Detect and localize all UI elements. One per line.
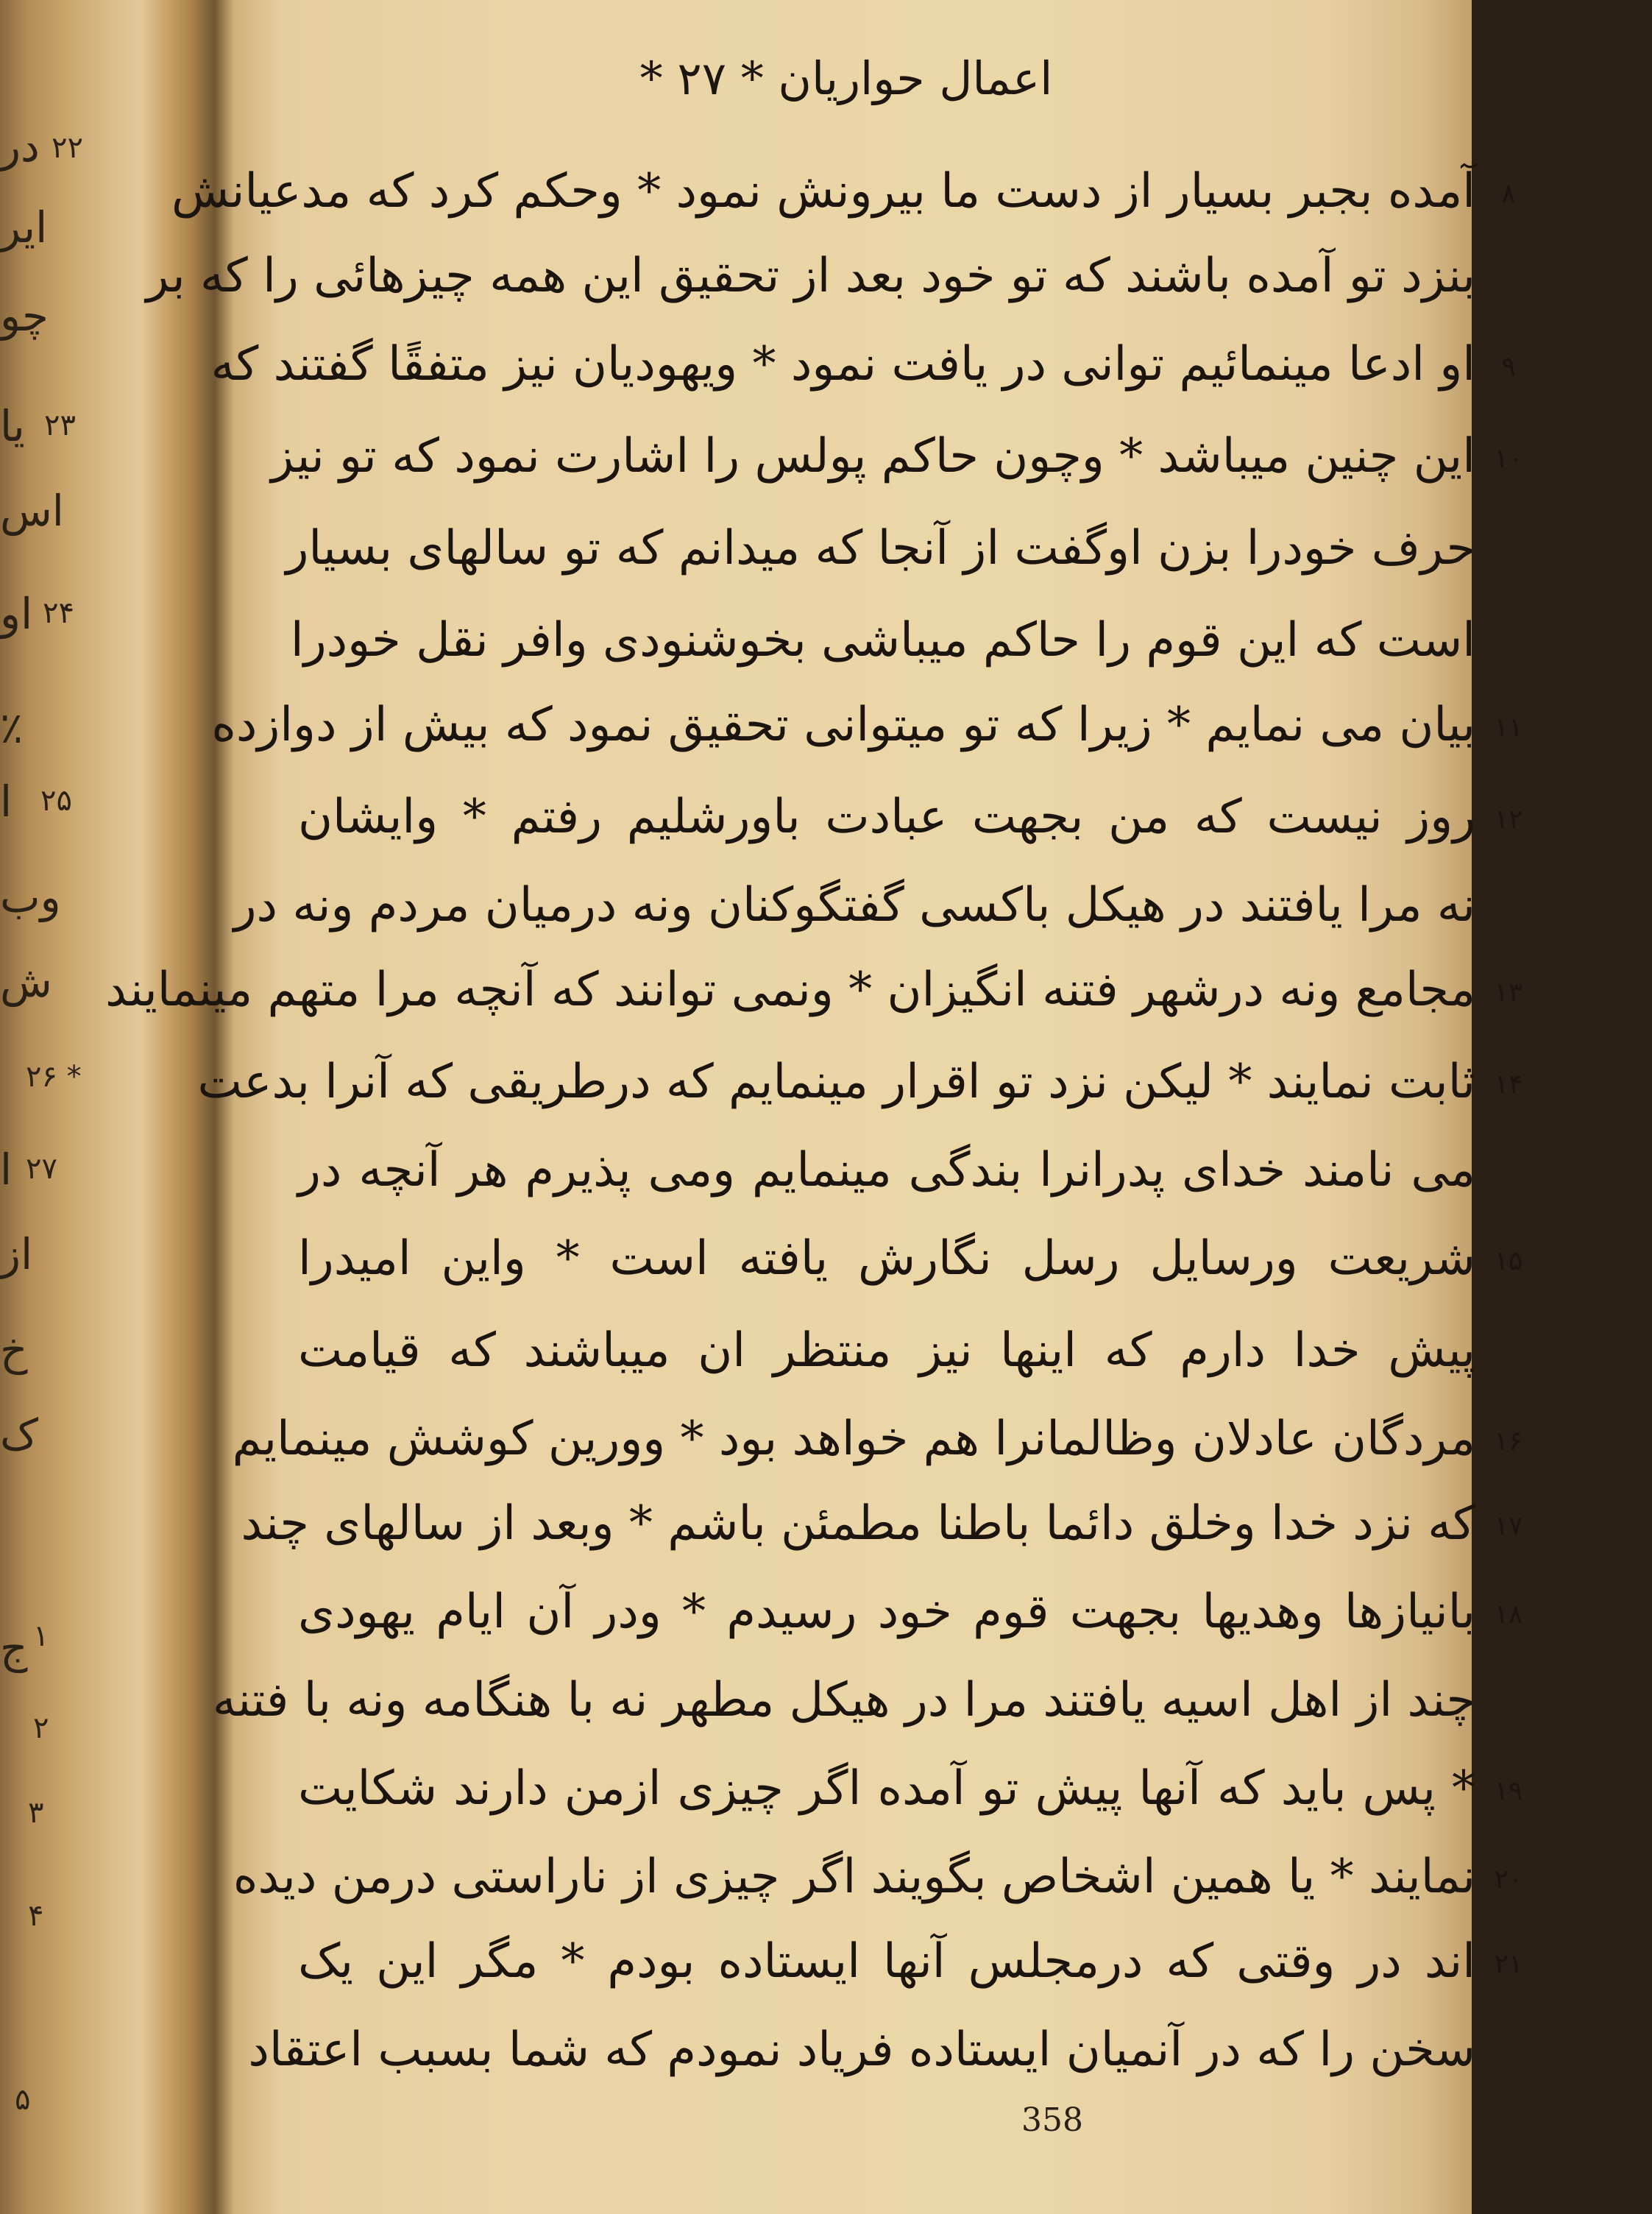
left-footnote-number: ۲: [33, 1711, 49, 1745]
left-page-fragment: [0, 0, 195, 2214]
left-text-fragment: ا: [0, 1145, 13, 1195]
left-text-fragment: ک: [0, 1410, 38, 1460]
left-text-fragment: ا: [0, 777, 13, 827]
left-text-fragment: در: [0, 121, 40, 171]
left-verse-number: ۲۴: [43, 596, 74, 630]
left-verse-number: ۲۲: [52, 131, 83, 165]
left-text-fragment: ش: [0, 957, 52, 1007]
left-verse-number: ۲۷: [26, 1152, 57, 1186]
text-line: مردگان عادلان وظالمانرا هم خواهد بود * وورین کوشش مینمایم: [232, 1412, 1475, 1466]
text-line: چند از اهل اسیه یافتند مرا در هیکل مطهر نه با هنگامه ونه با فتنه: [212, 1673, 1475, 1727]
text-line: پیش خدا دارم که اینها نیز منتظر ان میباشند که قیامت: [298, 1323, 1476, 1378]
text-line: آمده بجبر بسیار از دست ما بیرونش نمود * وحکم کرد که مدعیانش: [171, 164, 1475, 219]
left-verse-number: ۲۳: [44, 409, 76, 442]
left-text-fragment: از: [0, 1229, 33, 1279]
text-line: نه مرا یافتند در هیکل باکسی گفتگوکنان ونه درمیان مردم ونه در: [233, 878, 1475, 933]
verse-number: ۱۱: [1494, 712, 1523, 743]
page-number: 358: [1021, 2101, 1083, 2139]
left-text-fragment: ایر: [0, 202, 48, 252]
left-text-fragment: اس: [0, 486, 64, 536]
text-line: مجامع ونه درشهر فتنه انگیزان * ونمی توانند که آنچه مرا متهم مینمایند: [105, 963, 1475, 1017]
left-footnote-number: ۱: [33, 1619, 49, 1653]
text-line: که نزد خدا وخلق دائما باطنا مطمئن باشم * وبعد از سالهای چند: [241, 1496, 1475, 1551]
verse-number: ۱۹: [1494, 1776, 1523, 1806]
left-footnote-number: ۴: [28, 1899, 44, 1933]
left-text-fragment: چو: [0, 291, 49, 341]
left-text-fragment: او: [0, 589, 33, 639]
left-text-fragment: ج: [0, 1623, 28, 1673]
left-footnote-number: ۵: [15, 2083, 31, 2117]
text-line: حرف خودرا بزن اوگفت از آنجا که میدانم که تو سالهای بسیار: [286, 521, 1475, 576]
text-line: است که این قوم را حاکم میباشی بخوشنودی وافر نقل خودرا: [290, 613, 1475, 668]
running-header: اعمال حواریان * ۲۷ *: [639, 52, 1053, 105]
text-line: سخن را که در آنمیان ایستاده فریاد نمودم که شما بسبب اعتقاد: [248, 2023, 1475, 2077]
text-line: * پس باید که آنها پیش تو آمده اگر چیزی ازمن دارند شکایت: [298, 1761, 1475, 1816]
verse-number: ۱۶: [1494, 1426, 1523, 1457]
text-line: ثابت نمایند * لیکن نزد تو اقرار مینمایم که درطریقی که آنرا بدعت: [197, 1055, 1475, 1109]
right-page: [105, 0, 1523, 2214]
left-footnote-number: ۳: [28, 1796, 44, 1830]
verse-number: ۲۰: [1494, 1864, 1523, 1895]
left-text-fragment: ٪: [0, 703, 24, 753]
left-text-fragment: یا: [0, 401, 25, 451]
verse-number: ۱۳: [1494, 977, 1523, 1008]
text-line: اند در وقتی که درمجلس آنها ایستاده بودم * مگر این یک: [298, 1934, 1475, 1989]
text-line: او ادعا مینمائیم توانی در یافت نمود * ویهودیان نیز متفقًا گفتند که: [210, 337, 1475, 392]
text-line: روز نیست که من بجهت عبادت باورشلیم رفتم * وایشان: [298, 790, 1476, 844]
text-line: بیان می نمایم * زیرا که تو میتوانی تحقیق نمود که بیش از دوازده: [211, 698, 1475, 752]
verse-number: ۱۸: [1494, 1599, 1523, 1630]
verse-number: ۱۲: [1494, 804, 1523, 835]
text-line: نمایند * یا همین اشخاص بگویند اگر چیزی از ناراستی درمن دیده: [233, 1850, 1475, 1904]
left-verse-number: ۲۵: [40, 784, 72, 818]
text-line: می نامند خدای پدرانرا بندگی مینمایم ومی پذیرم هر آنچه در: [298, 1143, 1475, 1198]
verse-number: ۱۵: [1494, 1246, 1523, 1276]
text-line: این چنین میباشد * وچون حاکم پولس را اشارت نمود که تو نیز: [271, 429, 1475, 484]
left-verse-number: ۲۶ *: [26, 1060, 82, 1094]
verse-number: ۱۷: [1494, 1511, 1523, 1541]
verse-number: ۱۰: [1494, 444, 1523, 474]
left-text-fragment: وب: [0, 872, 61, 922]
verse-number: ۱۴: [1494, 1069, 1523, 1100]
text-line: بانیازها وهدیها بجهت قوم خود رسیدم * ودر آن ایام یهودی: [298, 1585, 1475, 1639]
verse-number: ۲۱: [1494, 1949, 1523, 1979]
left-text-fragment: خ: [0, 1325, 28, 1375]
text-line: شریعت ورسایل رسل نگارش یافته است * واین امیدرا: [298, 1231, 1475, 1286]
verse-number: ۹: [1501, 352, 1516, 382]
verse-number: ۸: [1501, 179, 1516, 209]
text-line: بنزد تو آمده باشند که تو خود بعد از تحقیق این همه چیزهائی را که بر: [146, 249, 1475, 303]
